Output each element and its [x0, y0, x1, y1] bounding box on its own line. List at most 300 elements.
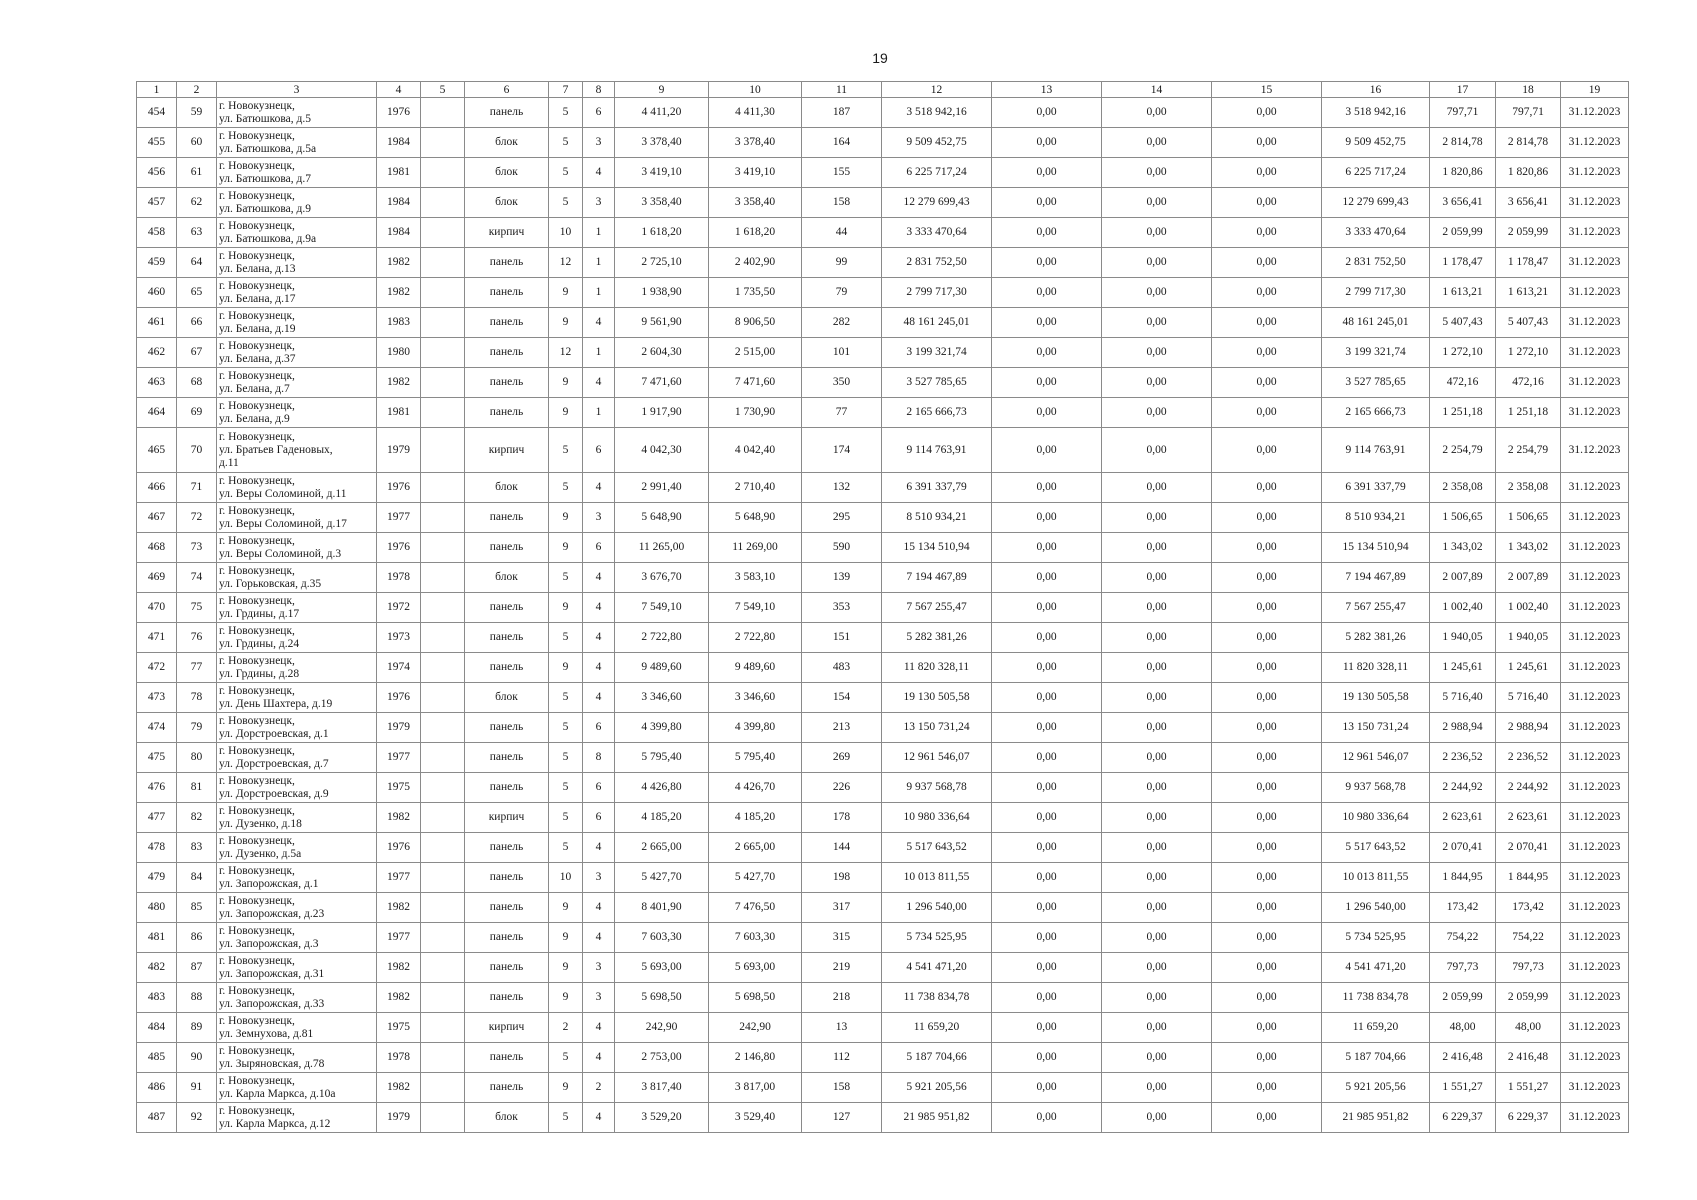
cell-col-19: 31.12.2023 [1561, 563, 1629, 593]
cell-col-1: 457 [137, 188, 177, 218]
cell-col-12: 4 541 471,20 [882, 953, 992, 983]
cell-col-17: 2 059,99 [1430, 218, 1496, 248]
cell-col-4: 1976 [377, 833, 421, 863]
cell-col-6: панель [465, 308, 549, 338]
cell-col-16: 10 013 811,55 [1322, 863, 1430, 893]
address-city: г. Новокузнецк, [219, 564, 295, 577]
cell-col-14: 0,00 [1102, 128, 1212, 158]
table-row [137, 503, 1629, 533]
cell-col-6: панель [465, 623, 549, 653]
cell-col-9: 3 378,40 [615, 128, 709, 158]
cell-col-12: 2 165 666,73 [882, 398, 992, 428]
cell-col-14: 0,00 [1102, 158, 1212, 188]
cell-col-6: кирпич [465, 1013, 549, 1043]
cell-col-8: 4 [583, 563, 615, 593]
cell-col-10: 2 710,40 [709, 473, 802, 503]
table-row [137, 1013, 1629, 1043]
cell-col-1: 480 [137, 893, 177, 923]
cell-col-2: 66 [177, 308, 217, 338]
cell-col-16: 3 333 470,64 [1322, 218, 1430, 248]
address-street: ул. Батюшкова, д.9 [219, 202, 311, 215]
cell-col-14: 0,00 [1102, 398, 1212, 428]
cell-col-5 [421, 503, 465, 533]
cell-col-17: 797,73 [1430, 953, 1496, 983]
cell-col-15: 0,00 [1212, 278, 1322, 308]
cell-col-11: 99 [802, 248, 882, 278]
cell-col-6: блок [465, 158, 549, 188]
cell-col-6: панель [465, 653, 549, 683]
cell-col-8: 4 [583, 1013, 615, 1043]
cell-col-19: 31.12.2023 [1561, 863, 1629, 893]
cell-col-13: 0,00 [992, 188, 1102, 218]
cell-col-19: 31.12.2023 [1561, 983, 1629, 1013]
address-cell [217, 98, 377, 128]
cell-col-13: 0,00 [992, 128, 1102, 158]
cell-col-16: 2 831 752,50 [1322, 248, 1430, 278]
cell-col-2: 70 [177, 428, 217, 473]
cell-col-10: 2 515,00 [709, 338, 802, 368]
cell-col-15: 0,00 [1212, 128, 1322, 158]
cell-col-12: 5 282 381,26 [882, 623, 992, 653]
cell-col-7: 9 [549, 533, 583, 563]
cell-col-4: 1977 [377, 923, 421, 953]
cell-col-18: 797,73 [1496, 953, 1561, 983]
address-cell [217, 1043, 377, 1073]
cell-col-14: 0,00 [1102, 773, 1212, 803]
cell-col-4: 1976 [377, 683, 421, 713]
cell-col-7: 5 [549, 803, 583, 833]
cell-col-12: 12 279 699,43 [882, 188, 992, 218]
cell-col-12: 15 134 510,94 [882, 533, 992, 563]
cell-col-12: 48 161 245,01 [882, 308, 992, 338]
cell-col-13: 0,00 [992, 368, 1102, 398]
cell-col-18: 2 988,94 [1496, 713, 1561, 743]
table-row [137, 533, 1629, 563]
column-header-8: 8 [583, 82, 615, 98]
cell-col-9: 7 549,10 [615, 593, 709, 623]
cell-col-17: 173,42 [1430, 893, 1496, 923]
address-cell [217, 563, 377, 593]
cell-col-17: 1 844,95 [1430, 863, 1496, 893]
cell-col-17: 2 059,99 [1430, 983, 1496, 1013]
cell-col-17: 1 613,21 [1430, 278, 1496, 308]
cell-col-19: 31.12.2023 [1561, 1073, 1629, 1103]
cell-col-15: 0,00 [1212, 893, 1322, 923]
cell-col-13: 0,00 [992, 398, 1102, 428]
cell-col-12: 5 734 525,95 [882, 923, 992, 953]
cell-col-17: 1 551,27 [1430, 1073, 1496, 1103]
cell-col-1: 467 [137, 503, 177, 533]
cell-col-11: 213 [802, 713, 882, 743]
address-street: ул. Карла Маркса, д.12 [219, 1117, 331, 1130]
cell-col-12: 7 194 467,89 [882, 563, 992, 593]
address-street: ул. Белана, д.13 [219, 262, 296, 275]
cell-col-16: 9 937 568,78 [1322, 773, 1430, 803]
cell-col-12: 5 187 704,66 [882, 1043, 992, 1073]
address-street: ул. Батюшкова, д.9а [219, 232, 317, 245]
address-street: ул. День Шахтера, д.19 [219, 697, 333, 710]
table-body [137, 98, 1629, 1133]
address-cell [217, 773, 377, 803]
cell-col-15: 0,00 [1212, 1043, 1322, 1073]
cell-col-11: 164 [802, 128, 882, 158]
cell-col-17: 1 820,86 [1430, 158, 1496, 188]
cell-col-12: 3 527 785,65 [882, 368, 992, 398]
cell-col-1: 472 [137, 653, 177, 683]
cell-col-9: 5 648,90 [615, 503, 709, 533]
cell-col-16: 3 527 785,65 [1322, 368, 1430, 398]
cell-col-9: 3 358,40 [615, 188, 709, 218]
column-header-3: 3 [217, 82, 377, 98]
address-city: г. Новокузнецк, [219, 369, 295, 382]
cell-col-15: 0,00 [1212, 803, 1322, 833]
housing-register-table [136, 81, 1629, 1133]
cell-col-17: 1 002,40 [1430, 593, 1496, 623]
address-cell [217, 398, 377, 428]
cell-col-19: 31.12.2023 [1561, 1013, 1629, 1043]
cell-col-19: 31.12.2023 [1561, 158, 1629, 188]
column-header-18: 18 [1496, 82, 1561, 98]
cell-col-17: 2 814,78 [1430, 128, 1496, 158]
address-cell [217, 368, 377, 398]
cell-col-5 [421, 398, 465, 428]
cell-col-5 [421, 533, 465, 563]
cell-col-15: 0,00 [1212, 1073, 1322, 1103]
cell-col-15: 0,00 [1212, 503, 1322, 533]
cell-col-12: 5 517 643,52 [882, 833, 992, 863]
cell-col-14: 0,00 [1102, 563, 1212, 593]
cell-col-14: 0,00 [1102, 683, 1212, 713]
cell-col-17: 2 236,52 [1430, 743, 1496, 773]
cell-col-1: 466 [137, 473, 177, 503]
cell-col-17: 1 245,61 [1430, 653, 1496, 683]
cell-col-4: 1975 [377, 1013, 421, 1043]
cell-col-2: 92 [177, 1103, 217, 1133]
cell-col-11: 269 [802, 743, 882, 773]
cell-col-19: 31.12.2023 [1561, 338, 1629, 368]
address-cell [217, 863, 377, 893]
cell-col-12: 5 921 205,56 [882, 1073, 992, 1103]
cell-col-19: 31.12.2023 [1561, 623, 1629, 653]
cell-col-10: 3 346,60 [709, 683, 802, 713]
cell-col-4: 1976 [377, 533, 421, 563]
cell-col-1: 483 [137, 983, 177, 1013]
cell-col-18: 1 844,95 [1496, 863, 1561, 893]
address-cell [217, 128, 377, 158]
cell-col-13: 0,00 [992, 1043, 1102, 1073]
cell-col-16: 5 734 525,95 [1322, 923, 1430, 953]
cell-col-8: 4 [583, 368, 615, 398]
address-city: г. Новокузнецк, [219, 189, 295, 202]
cell-col-4: 1981 [377, 158, 421, 188]
cell-col-6: блок [465, 128, 549, 158]
address-city: г. Новокузнецк, [219, 534, 295, 547]
table-row [137, 128, 1629, 158]
address-city: г. Новокузнецк, [219, 714, 295, 727]
cell-col-4: 1982 [377, 278, 421, 308]
table-row [137, 248, 1629, 278]
cell-col-8: 6 [583, 773, 615, 803]
cell-col-8: 4 [583, 473, 615, 503]
cell-col-12: 19 130 505,58 [882, 683, 992, 713]
table-row [137, 278, 1629, 308]
cell-col-15: 0,00 [1212, 428, 1322, 473]
cell-col-6: блок [465, 473, 549, 503]
cell-col-6: панель [465, 833, 549, 863]
address-cell [217, 338, 377, 368]
cell-col-6: панель [465, 398, 549, 428]
cell-col-18: 3 656,41 [1496, 188, 1561, 218]
table-row [137, 188, 1629, 218]
cell-col-15: 0,00 [1212, 398, 1322, 428]
cell-col-4: 1978 [377, 563, 421, 593]
address-street: ул. Запорожская, д.33 [219, 997, 325, 1010]
table-row [137, 773, 1629, 803]
address-city: г. Новокузнецк, [219, 279, 295, 292]
address-city: г. Новокузнецк, [219, 1074, 295, 1087]
cell-col-18: 1 245,61 [1496, 653, 1561, 683]
cell-col-2: 80 [177, 743, 217, 773]
cell-col-14: 0,00 [1102, 308, 1212, 338]
table-row [137, 863, 1629, 893]
cell-col-17: 2 070,41 [1430, 833, 1496, 863]
address-street: ул. Батюшкова, д.5 [219, 112, 311, 125]
cell-col-7: 9 [549, 923, 583, 953]
cell-col-9: 2 725,10 [615, 248, 709, 278]
cell-col-16: 5 517 643,52 [1322, 833, 1430, 863]
cell-col-11: 315 [802, 923, 882, 953]
cell-col-19: 31.12.2023 [1561, 773, 1629, 803]
column-header-17: 17 [1430, 82, 1496, 98]
address-street: ул. Дорстроевская, д.1 [219, 727, 329, 740]
address-street: ул. Грдины, д.24 [219, 637, 300, 650]
cell-col-10: 5 698,50 [709, 983, 802, 1013]
cell-col-14: 0,00 [1102, 338, 1212, 368]
cell-col-16: 12 961 546,07 [1322, 743, 1430, 773]
cell-col-18: 1 551,27 [1496, 1073, 1561, 1103]
cell-col-9: 11 265,00 [615, 533, 709, 563]
cell-col-12: 2 799 717,30 [882, 278, 992, 308]
table-row [137, 713, 1629, 743]
cell-col-14: 0,00 [1102, 218, 1212, 248]
cell-col-6: панель [465, 1073, 549, 1103]
cell-col-19: 31.12.2023 [1561, 503, 1629, 533]
address-city: г. Новокузнецк, [219, 624, 295, 637]
cell-col-12: 9 114 763,91 [882, 428, 992, 473]
cell-col-5 [421, 158, 465, 188]
cell-col-5 [421, 338, 465, 368]
column-header-16: 16 [1322, 82, 1430, 98]
cell-col-16: 48 161 245,01 [1322, 308, 1430, 338]
cell-col-8: 4 [583, 158, 615, 188]
cell-col-1: 469 [137, 563, 177, 593]
cell-col-2: 74 [177, 563, 217, 593]
cell-col-16: 6 391 337,79 [1322, 473, 1430, 503]
cell-col-12: 10 013 811,55 [882, 863, 992, 893]
cell-col-8: 1 [583, 218, 615, 248]
cell-col-19: 31.12.2023 [1561, 533, 1629, 563]
address-city: г. Новокузнецк, [219, 309, 295, 322]
table-row [137, 1103, 1629, 1133]
cell-col-10: 4 042,40 [709, 428, 802, 473]
cell-col-19: 31.12.2023 [1561, 428, 1629, 473]
address-city: г. Новокузнецк, [219, 129, 295, 142]
cell-col-12: 3 518 942,16 [882, 98, 992, 128]
cell-col-13: 0,00 [992, 953, 1102, 983]
cell-col-15: 0,00 [1212, 308, 1322, 338]
cell-col-11: 151 [802, 623, 882, 653]
cell-col-6: панель [465, 773, 549, 803]
address-cell [217, 683, 377, 713]
cell-col-16: 5 187 704,66 [1322, 1043, 1430, 1073]
column-header-7: 7 [549, 82, 583, 98]
cell-col-2: 73 [177, 533, 217, 563]
cell-col-17: 1 272,10 [1430, 338, 1496, 368]
cell-col-6: панель [465, 503, 549, 533]
cell-col-15: 0,00 [1212, 368, 1322, 398]
cell-col-7: 9 [549, 953, 583, 983]
cell-col-10: 1 618,20 [709, 218, 802, 248]
cell-col-11: 77 [802, 398, 882, 428]
cell-col-6: панель [465, 953, 549, 983]
cell-col-15: 0,00 [1212, 593, 1322, 623]
cell-col-11: 198 [802, 863, 882, 893]
cell-col-8: 1 [583, 248, 615, 278]
cell-col-14: 0,00 [1102, 713, 1212, 743]
address-street: ул. Веры Соломиной, д.11 [219, 487, 347, 500]
cell-col-18: 797,71 [1496, 98, 1561, 128]
address-street: ул. Батюшкова, д.7 [219, 172, 311, 185]
cell-col-16: 11 659,20 [1322, 1013, 1430, 1043]
cell-col-11: 178 [802, 803, 882, 833]
cell-col-7: 5 [549, 428, 583, 473]
cell-col-2: 91 [177, 1073, 217, 1103]
cell-col-8: 4 [583, 683, 615, 713]
address-cell [217, 428, 377, 473]
cell-col-19: 31.12.2023 [1561, 188, 1629, 218]
cell-col-1: 484 [137, 1013, 177, 1043]
cell-col-1: 470 [137, 593, 177, 623]
cell-col-6: панель [465, 98, 549, 128]
table-row [137, 338, 1629, 368]
address-city: г. Новокузнецк, [219, 594, 295, 607]
cell-col-14: 0,00 [1102, 983, 1212, 1013]
cell-col-11: 483 [802, 653, 882, 683]
cell-col-4: 1982 [377, 893, 421, 923]
cell-col-13: 0,00 [992, 1103, 1102, 1133]
cell-col-14: 0,00 [1102, 653, 1212, 683]
table-row [137, 593, 1629, 623]
cell-col-18: 6 229,37 [1496, 1103, 1561, 1133]
cell-col-10: 4 185,20 [709, 803, 802, 833]
cell-col-14: 0,00 [1102, 953, 1212, 983]
address-cell [217, 218, 377, 248]
cell-col-4: 1976 [377, 473, 421, 503]
cell-col-19: 31.12.2023 [1561, 128, 1629, 158]
cell-col-4: 1983 [377, 308, 421, 338]
cell-col-5 [421, 653, 465, 683]
address-street: ул. Белана, д.17 [219, 292, 296, 305]
cell-col-9: 4 185,20 [615, 803, 709, 833]
cell-col-19: 31.12.2023 [1561, 593, 1629, 623]
address-cell [217, 278, 377, 308]
cell-col-17: 2 007,89 [1430, 563, 1496, 593]
cell-col-10: 3 419,10 [709, 158, 802, 188]
column-header-12: 12 [882, 82, 992, 98]
cell-col-14: 0,00 [1102, 863, 1212, 893]
cell-col-10: 3 358,40 [709, 188, 802, 218]
address-street: ул. Земнухова, д.81 [219, 1027, 314, 1040]
cell-col-16: 8 510 934,21 [1322, 503, 1430, 533]
cell-col-12: 3 199 321,74 [882, 338, 992, 368]
cell-col-1: 465 [137, 428, 177, 473]
cell-col-6: панель [465, 338, 549, 368]
cell-col-4: 1984 [377, 218, 421, 248]
address-city: г. Новокузнецк, [219, 399, 295, 412]
cell-col-10: 7 603,30 [709, 923, 802, 953]
cell-col-8: 6 [583, 98, 615, 128]
cell-col-14: 0,00 [1102, 893, 1212, 923]
cell-col-5 [421, 98, 465, 128]
cell-col-14: 0,00 [1102, 623, 1212, 653]
cell-col-16: 3 518 942,16 [1322, 98, 1430, 128]
address-street: ул. Дузенко, д.5а [219, 847, 302, 860]
cell-col-8: 4 [583, 623, 615, 653]
cell-col-12: 9 937 568,78 [882, 773, 992, 803]
cell-col-19: 31.12.2023 [1561, 803, 1629, 833]
cell-col-4: 1981 [377, 398, 421, 428]
cell-col-18: 1 613,21 [1496, 278, 1561, 308]
cell-col-1: 486 [137, 1073, 177, 1103]
column-header-10: 10 [709, 82, 802, 98]
address-cell [217, 623, 377, 653]
cell-col-9: 7 603,30 [615, 923, 709, 953]
cell-col-4: 1979 [377, 428, 421, 473]
cell-col-18: 472,16 [1496, 368, 1561, 398]
table-row [137, 803, 1629, 833]
cell-col-7: 9 [549, 1073, 583, 1103]
cell-col-13: 0,00 [992, 623, 1102, 653]
address-city: г. Новокузнецк, [219, 894, 295, 907]
cell-col-13: 0,00 [992, 308, 1102, 338]
cell-col-18: 1 343,02 [1496, 533, 1561, 563]
cell-col-15: 0,00 [1212, 1013, 1322, 1043]
column-header-15: 15 [1212, 82, 1322, 98]
cell-col-10: 1 730,90 [709, 398, 802, 428]
cell-col-7: 10 [549, 218, 583, 248]
column-header-4: 4 [377, 82, 421, 98]
cell-col-16: 7 567 255,47 [1322, 593, 1430, 623]
cell-col-7: 5 [549, 773, 583, 803]
cell-col-7: 5 [549, 98, 583, 128]
address-city: г. Новокузнецк, [219, 684, 295, 697]
cell-col-11: 219 [802, 953, 882, 983]
address-cell [217, 1013, 377, 1043]
table-row [137, 953, 1629, 983]
cell-col-5 [421, 803, 465, 833]
cell-col-10: 5 427,70 [709, 863, 802, 893]
cell-col-8: 3 [583, 128, 615, 158]
cell-col-17: 5 716,40 [1430, 683, 1496, 713]
cell-col-16: 3 199 321,74 [1322, 338, 1430, 368]
cell-col-9: 3 419,10 [615, 158, 709, 188]
table-row [137, 1043, 1629, 1073]
cell-col-7: 5 [549, 158, 583, 188]
cell-col-5 [421, 218, 465, 248]
column-number-row [137, 82, 1629, 98]
cell-col-6: блок [465, 188, 549, 218]
cell-col-10: 5 795,40 [709, 743, 802, 773]
